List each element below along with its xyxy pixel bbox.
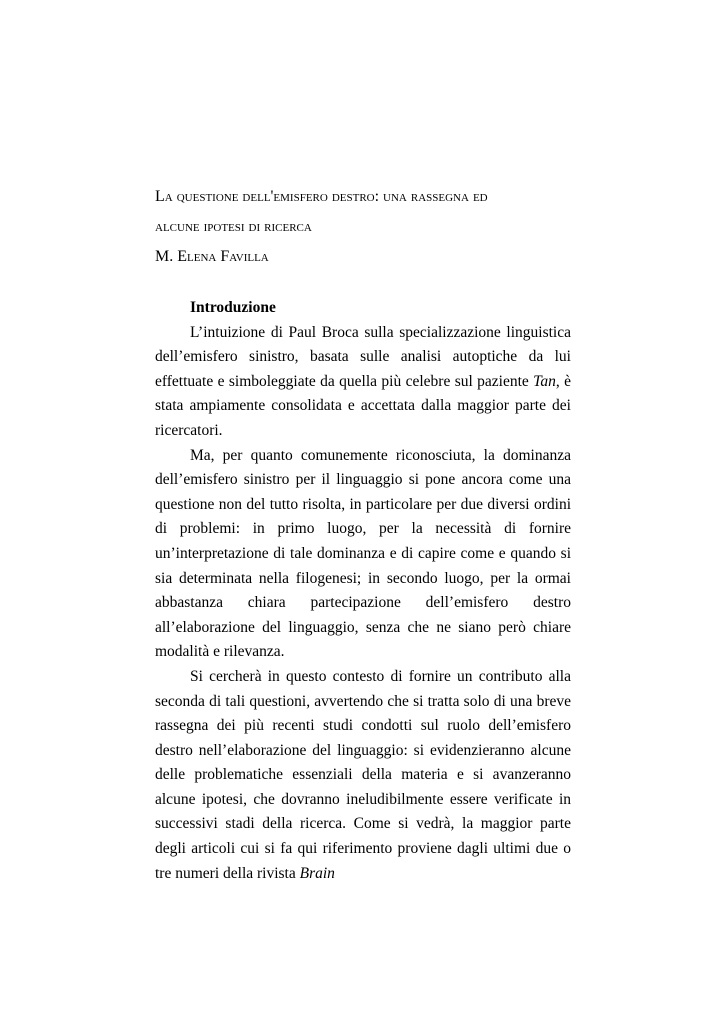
paragraph-3-emphasis: Brain: [299, 864, 335, 882]
section-heading: Introduzione: [190, 299, 276, 316]
author-name: M. Elena Favilla: [155, 248, 269, 265]
paragraph-1-emphasis: Tan: [533, 372, 556, 390]
paragraph-1-text-b: , è stata ampiamente consolidata e accettata dalla maggior parte dei ricercatori.: [155, 372, 572, 439]
article-title-line-1: La questione dell'emisfero destro: una rassegna ed: [155, 188, 488, 205]
paragraph-3-text: Si cercherà in questo contesto di fornire un contributo alla seconda di tali questioni, avvertendo che si tratta solo di una breve rassegna dei più recenti studi condotti sul ruolo dell’emisfero destro nell’elaborazione del linguaggio: si evidenzieranno alcune delle problematiche essenziali della materia e si avanzeranno alcune ipotesi, che dovranno ineludibilmente essere verificate in successivi stadi della ricerca. Come si vedrà, la maggior parte degli articoli cui si fa qui riferimento proviene dagli ultimi due o tre numeri della rivista: [155, 667, 571, 882]
article-body: [155, 296, 571, 886]
paragraph-3: [155, 665, 571, 886]
article-title-line-2: alcune ipotesi di ricerca: [155, 218, 312, 235]
paragraph-1-text-a: L’intuizione di Paul Broca sulla specializzazione linguistica dell’emisfero sinistro, basata sulle analisi autoptiche da lui effettuate e simboleggiate da quella più celebre sul paziente: [155, 323, 571, 390]
paragraph-2: Ma, per quanto comunemente riconosciuta, la dominanza dell’emisfero sinistro per il linguaggio si pone ancora come una questione non del tutto risolta, in particolare per due diversi ordini di problemi: in primo luogo, per la necessità di fornire un’interpretazione di tale dominanza e di capire come e quando si sia determinata nella filogenesi; in secondo luogo, per la ormai abbastanza chiara partecipazione dell’emisfero destro all’elaborazione del linguaggio, senza che ne siano però chiare modalità e rilevanza.: [155, 446, 571, 661]
paragraph-1: [155, 321, 571, 444]
